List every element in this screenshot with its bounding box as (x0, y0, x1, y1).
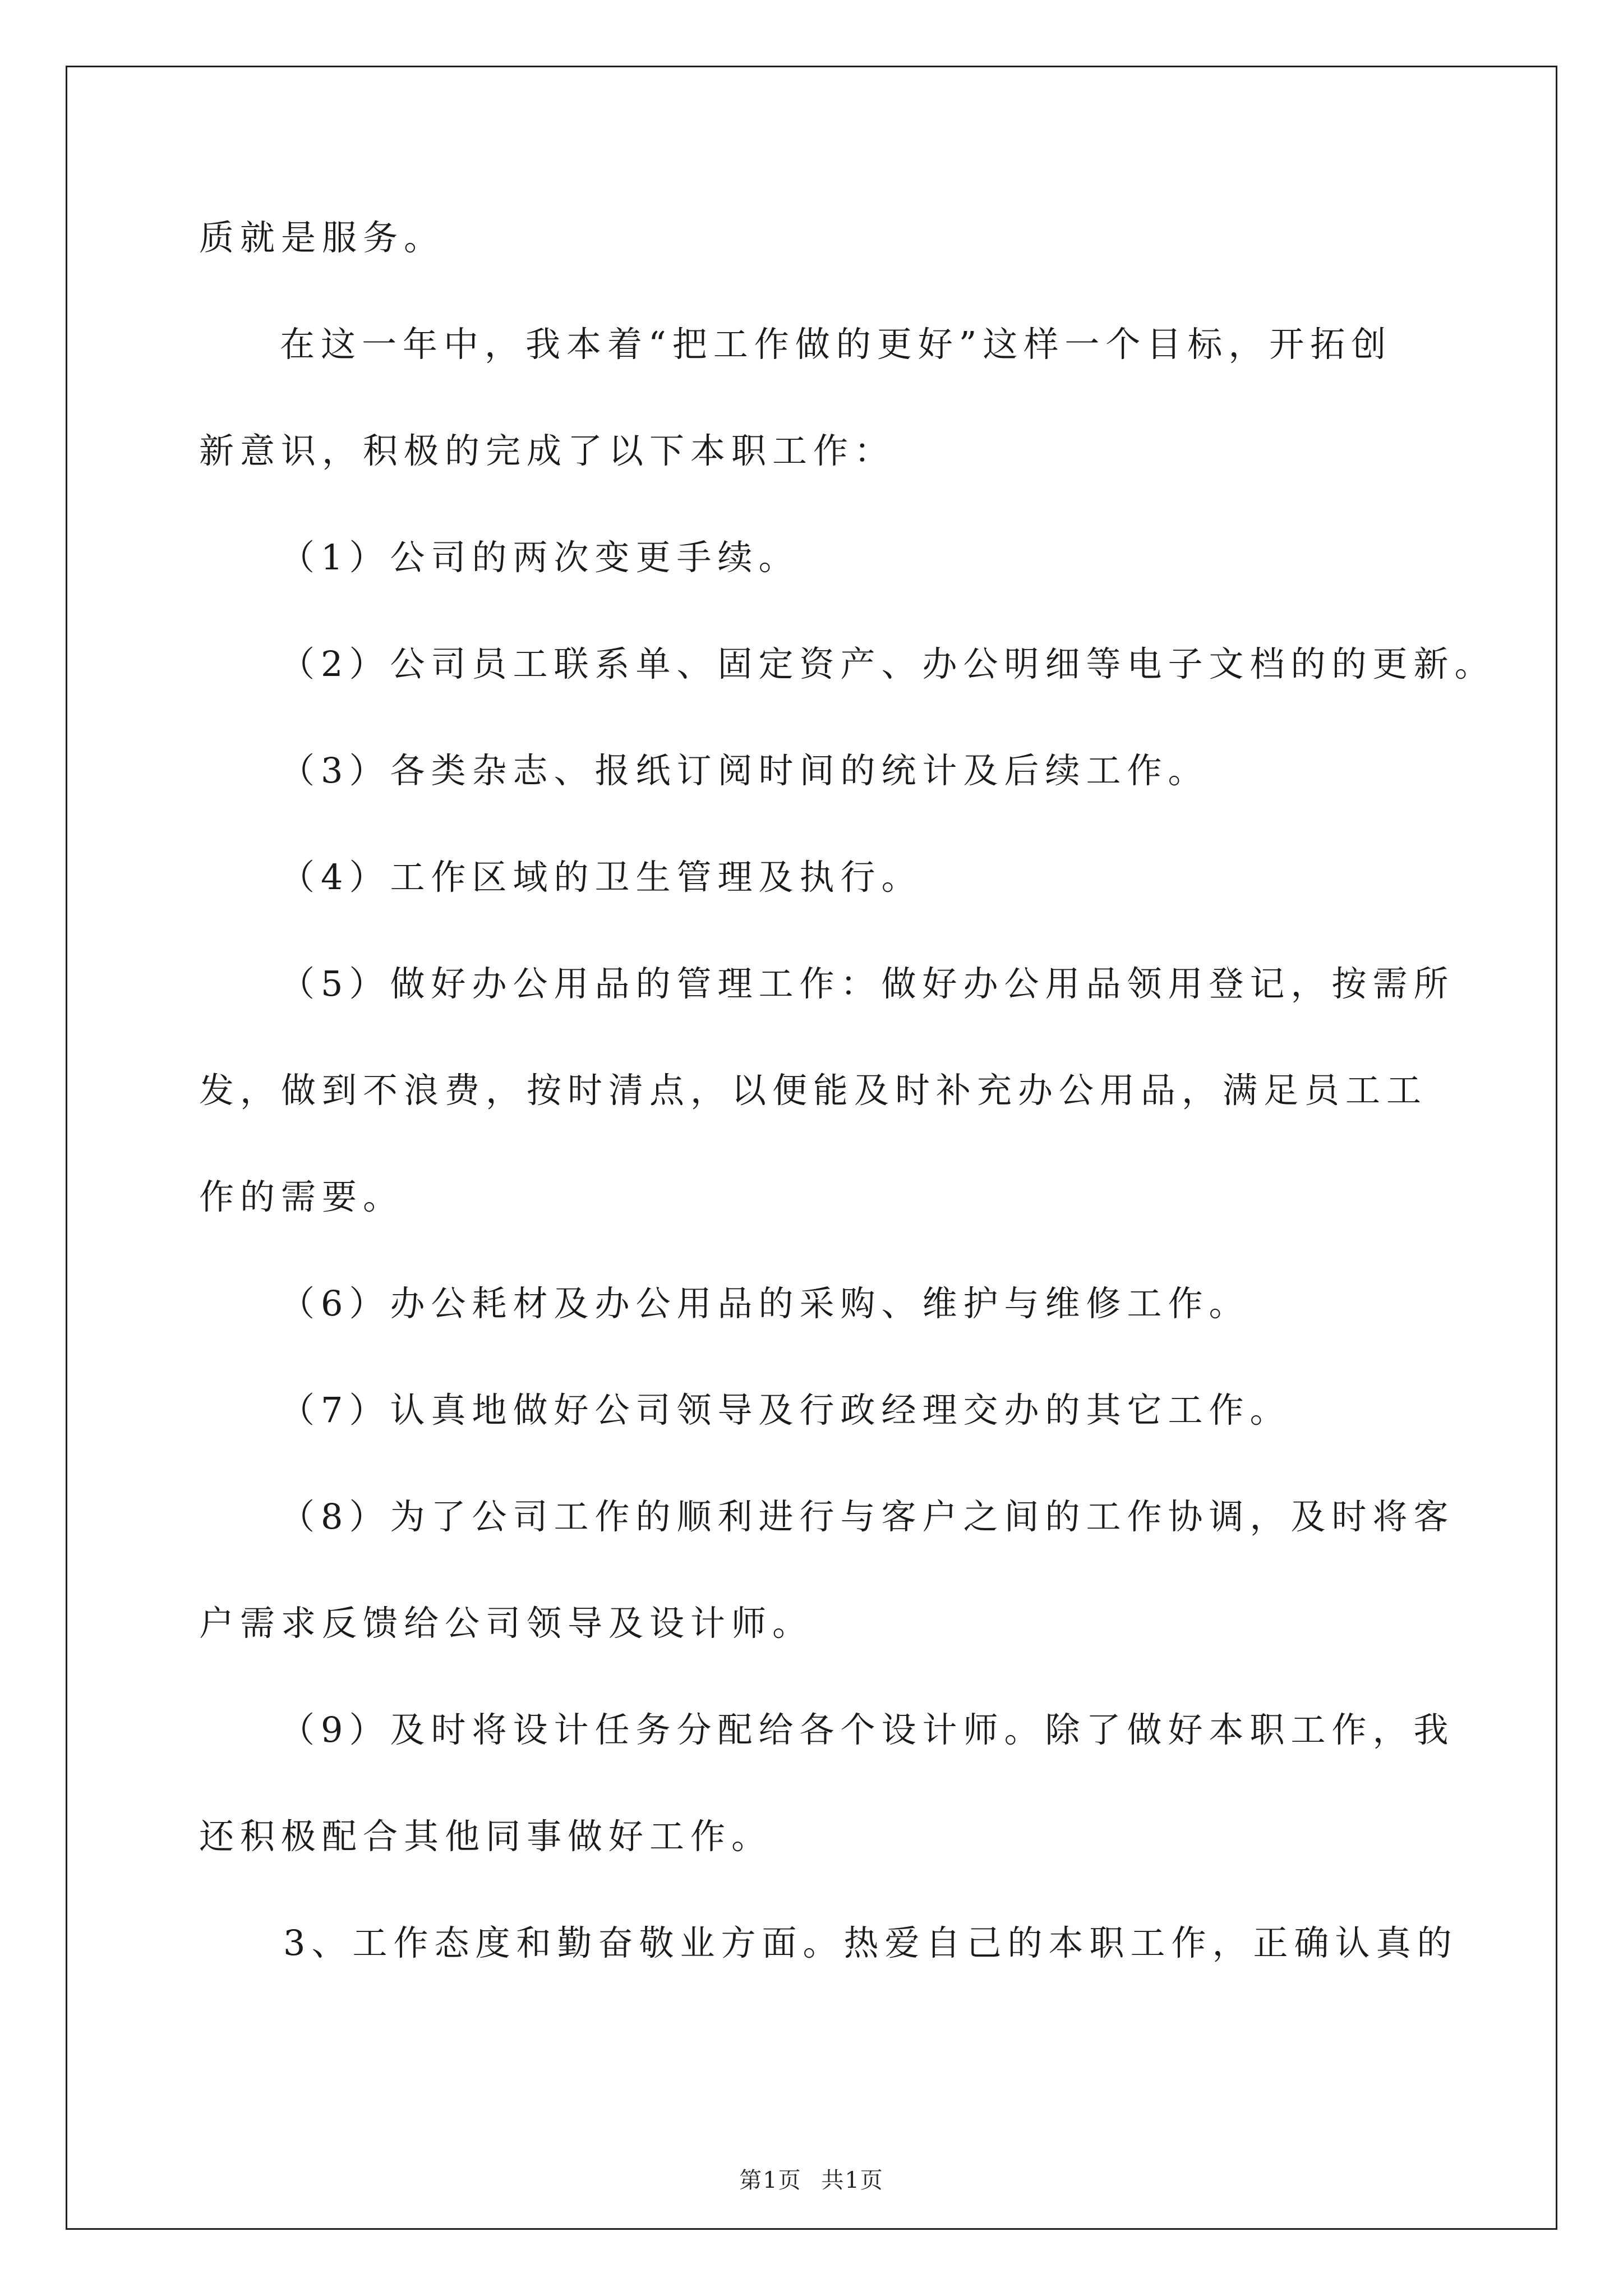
document-body (199, 185, 1496, 1996)
list-item: （6）办公耗材及办公用品的采购、维护与维修工作。 (280, 1283, 1250, 1324)
list-item: （1）公司的两次变更手续。 (280, 537, 800, 578)
text-line: 还积极配合其他同事做好工作。 (199, 1816, 773, 1857)
list-item: （7）认真地做好公司领导及行政经理交办的其它工作。 (280, 1389, 1291, 1430)
text-line: 在这一年中，我本着“把工作做的更好”这样一个目标，开拓创 (280, 324, 1393, 365)
list-item: （8）为了公司工作的顺利进行与客户之间的工作协调，及时将客 (280, 1496, 1455, 1537)
text-line: 质就是服务。 (199, 217, 445, 258)
text-line: 发，做到不浪费，按时清点，以便能及时补充办公用品，满足员工工 (199, 1070, 1428, 1111)
page-total: 共1页 (821, 2168, 884, 2193)
list-item: （9）及时将设计任务分配给各个设计师。除了做好本职工作，我 (280, 1709, 1455, 1750)
text-line: 作的需要。 (199, 1176, 404, 1217)
list-item: （5）做好办公用品的管理工作：做好办公用品领用登记，按需所 (280, 963, 1455, 1004)
section-heading-line: 3、工作态度和勤奋敬业方面。热爱自己的本职工作，正确认真的 (283, 1922, 1458, 1963)
page-number: 第1页 (739, 2168, 802, 2193)
text-line: 新意识，积极的完成了以下本职工作： (199, 430, 896, 471)
list-item: （4）工作区域的卫生管理及执行。 (280, 857, 923, 898)
page-footer (0, 2162, 1623, 2194)
list-item: （2）公司员工联系单、固定资产、办公明细等电子文档的的更新。 (280, 643, 1496, 684)
text-line: 户需求反馈给公司领导及设计师。 (199, 1603, 814, 1644)
list-item: （3）各类杂志、报纸订阅时间的统计及后续工作。 (280, 750, 1209, 791)
